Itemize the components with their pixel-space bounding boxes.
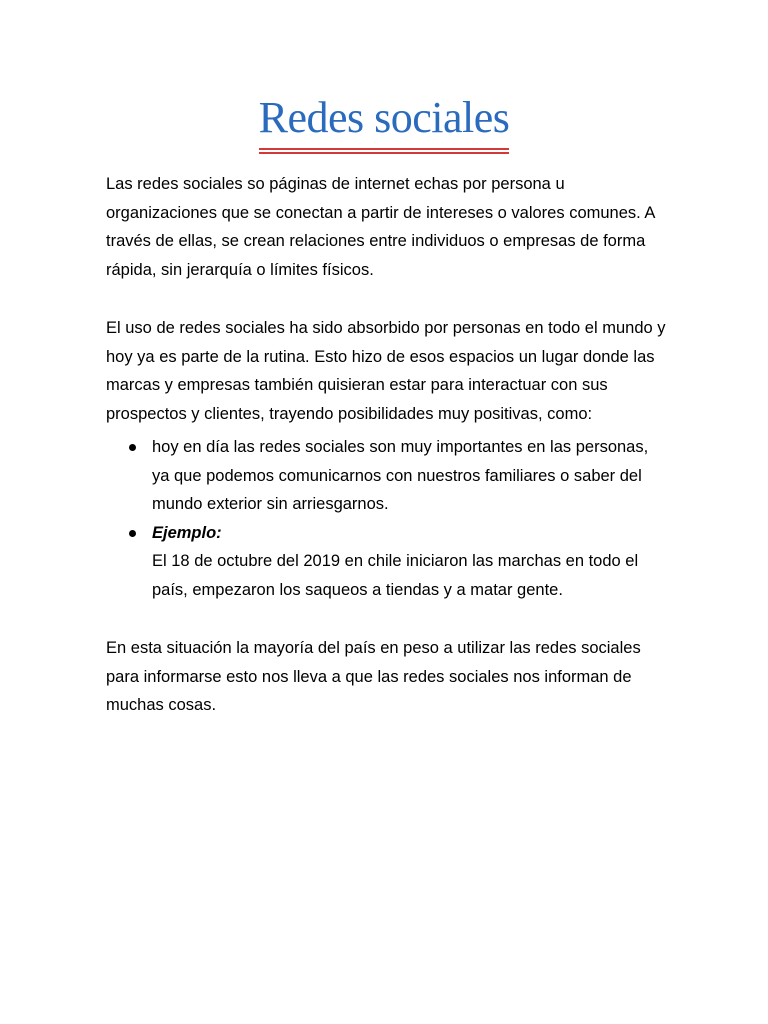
title-container (0, 92, 768, 150)
example-label: Ejemplo: (152, 523, 222, 542)
bullet-icon (129, 530, 136, 537)
bullet-icon (129, 444, 136, 451)
list-item (152, 519, 666, 605)
list-item (152, 433, 666, 519)
bullet-list (106, 433, 666, 604)
list-item-text: hoy en día las redes sociales son muy importantes en las personas, ya que podemos comunicarnos con nuestros familiares o saber del mundo exterior sin arriesgarnos. (152, 438, 649, 513)
paragraph-usage: El uso de redes sociales ha sido absorbido por personas en todo el mundo y hoy ya es parte de la rutina. Esto hizo de esos espacios un lugar donde las marcas y empresas también quisieran estar para interactuar con sus prospectos y clientes, trayendo posibilidades muy positivas, como: (106, 319, 666, 423)
example-text: El 18 de octubre del 2019 en chile iniciaron las marchas en todo el país, empezaron los saqueos a tiendas y a matar gente. (152, 552, 639, 599)
paragraph-intro: Las redes sociales so páginas de internet echas por persona u organizaciones que se conectan a partir de intereses o valores comunes. A través de ellas, se crean relaciones entre individuos o empresas de forma rápida, sin jerarquía o límites físicos. (106, 175, 655, 279)
page-title: Redes sociales (259, 92, 510, 150)
document-body (106, 170, 666, 720)
paragraph-conclusion: En esta situación la mayoría del país en peso a utilizar las redes sociales para informarse esto nos lleva a que las redes sociales nos informan de muchas cosas. (106, 639, 641, 714)
